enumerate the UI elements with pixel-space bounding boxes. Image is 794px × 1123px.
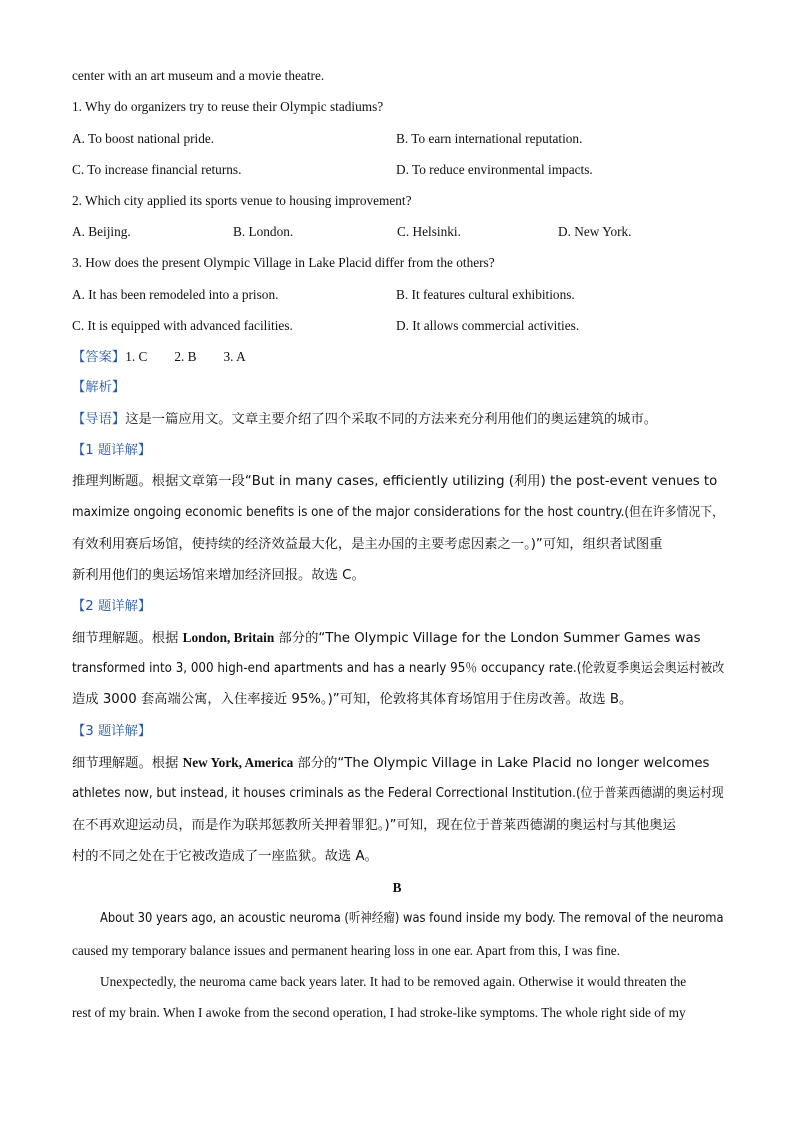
q1-detail-label: 【1 题详解】 (72, 443, 152, 458)
section-b-title: B (392, 880, 402, 895)
guide-label: 【导语】 (72, 412, 126, 427)
q3-detail-label: 【3 题详解】 (72, 724, 152, 739)
q2-detail-prefix: 细节理解题。根据 (72, 631, 183, 646)
q1-detail-line: 推理判断题。根据文章第一段“But in many cases, efficiently utilizing (利用) the post-event venues to (72, 474, 718, 489)
q3-detail-prefix: 细节理解题。根据 (72, 756, 183, 771)
intro-tail: center with an art museum and a movie theatre. (72, 68, 325, 83)
q1-option-b: B. To earn international reputation. (396, 131, 583, 146)
section-b-paragraph-line: About 30 years ago, an acoustic neuroma (听神经瘤) was found inside my body. The removal of the neuroma (100, 911, 724, 926)
q2-option-a: A. Beijing. (72, 224, 131, 239)
section-b-paragraph-line: rest of my brain. When I awoke from the second operation, I had stroke-like symptoms. The whole right side of my (72, 1005, 686, 1020)
q3-option-a: A. It has been remodeled into a prison. (72, 287, 279, 302)
q3-detail-line: 村的不同之处在于它被改造成了一座监狱。故选 A。 (72, 849, 378, 864)
q2-detail-line: transformed into 3, 000 high-end apartments and has a nearly 95％ occupancy rate.(伦敦夏季奥运会奥运村被改 (72, 661, 725, 676)
answer-3: 3. A (223, 349, 246, 364)
q2-option-d: D. New York. (558, 224, 632, 239)
q1-option-a: A. To boost national pride. (72, 131, 215, 146)
section-b-paragraph-line: caused my temporary balance issues and permanent hearing loss in one ear. Apart from this, I was fine. (72, 943, 620, 958)
q3-detail-suffix: 部分的“The Olympic Village in Lake Placid no longer welcomes (293, 756, 710, 771)
answer-label: 【答案】 (72, 350, 126, 365)
q3-detail-line: 在不再欢迎运动员，而是作为联邦惩教所关押着罪犯。)”可知，现在位于普莱西德湖的奥运村与其他奥运 (72, 818, 676, 833)
guide-row (72, 411, 657, 429)
q1-option-d: D. To reduce environmental impacts. (396, 162, 593, 177)
q2-detail-bold-section: London, Britain (182, 630, 275, 645)
q2-option-c: C. Helsinki. (397, 224, 461, 239)
q2-option-b: B. London. (233, 224, 294, 239)
q3-detail-line (72, 754, 709, 773)
q1-detail-line: 有效利用赛后场馆，使持续的经济效益最大化，是主办国的主要考虑因素之一。)”可知，组织者试图重 (72, 537, 663, 552)
q3-option-b: B. It features cultural exhibitions. (396, 287, 575, 302)
q3-option-c: C. It is equipped with advanced facilities. (72, 318, 293, 333)
q2-detail-suffix: 部分的“The Olympic Village for the London Summer Games was (274, 631, 701, 646)
question-3-stem: 3. How does the present Olympic Village in Lake Placid differ from the others? (72, 255, 495, 270)
question-1-stem: 1. Why do organizers try to reuse their Olympic stadiums? (72, 99, 384, 114)
answer-2: 2. B (174, 349, 197, 364)
q1-detail-line: maximize ongoing economic benefits is one of the major considerations for the host country.(但在许多情况下， (72, 505, 724, 520)
q1-detail-line: 新利用他们的奥运场馆来增加经济回报。故选 C。 (72, 568, 365, 583)
question-2-stem: 2. Which city applied its sports venue to housing improvement? (72, 193, 412, 208)
q3-option-d: D. It allows commercial activities. (396, 318, 580, 333)
answer-1: 1. C (125, 349, 148, 364)
guide-text: 这是一篇应用文。文章主要介绍了四个采取不同的方法来充分利用他们的奥运建筑的城市。 (125, 412, 658, 427)
q3-detail-bold-section: New York, America (182, 755, 294, 770)
q1-option-c: C. To increase financial returns. (72, 162, 242, 177)
q2-detail-line (72, 629, 701, 648)
answer-row (72, 348, 246, 367)
section-b-paragraph-line: Unexpectedly, the neuroma came back years later. It had to be removed again. Otherwise it would threaten the (100, 974, 687, 989)
analysis-label: 【解析】 (72, 380, 126, 395)
q3-detail-line: athletes now, but instead, it houses criminals as the Federal Correctional Institution.(位于普莱西德湖的奥运村现 (72, 786, 724, 801)
q2-detail-line: 造成 3000 套高端公寓，入住率接近 95%。)”可知，伦敦将其体育场馆用于住房改善。故选 B。 (72, 692, 633, 707)
q2-detail-label: 【2 题详解】 (72, 599, 152, 614)
